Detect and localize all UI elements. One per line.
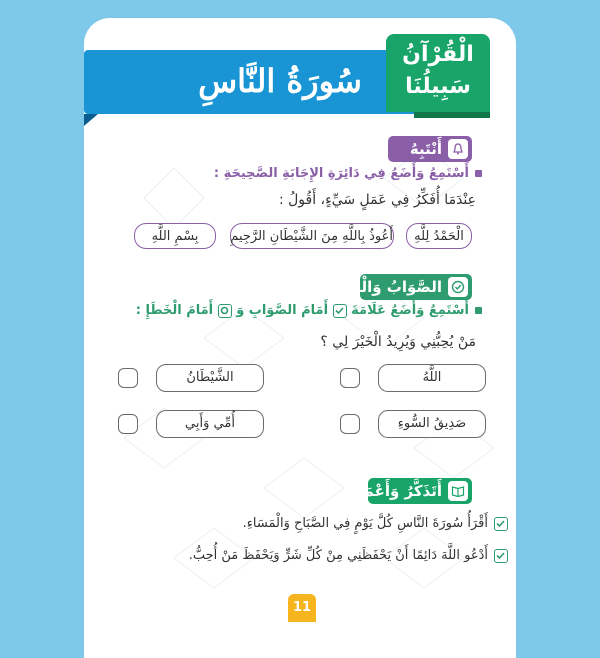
answer-box-allah[interactable] (340, 368, 360, 388)
answer-box-bad-friend[interactable] (340, 414, 360, 434)
brand-stripe (414, 112, 490, 118)
item-bad-friend: صَدِيقُ السُّوءِ (378, 410, 486, 438)
reminder-2-text: أَدْعُو اللَّهَ دَائِمًا أَنْ يَحْفَظَنِي مِنْ كُلِّ شَرٍّ وَيَحْفَظَ مَنْ أُحِبُّ. (188, 548, 488, 563)
page-number: 11 (288, 594, 316, 622)
instruction-1 (214, 166, 482, 181)
section-heading-remember (351, 478, 472, 504)
instruction-2c: أَمَامَ الْخَطَإِ : (135, 303, 214, 318)
section-heading-label: الصَّوَابُ وَالْخَطَأُ (330, 278, 442, 296)
check-mark-icon (494, 549, 508, 563)
section-heading-label: أَنْتَبِهُ (409, 140, 442, 158)
book-icon (448, 481, 468, 501)
instruction-2 (136, 303, 482, 318)
answer-box-parents[interactable] (118, 414, 138, 434)
question-2: مَنْ يُحِبُّنِي وَيُرِيدُ الْخَيْرَ لِي ؟ (320, 334, 476, 350)
reminder-1-text: أَقْرَأُ سُورَةَ النَّاسِ كُلَّ يَوْمٍ فِي الصَّبَاحِ وَالْمَسَاءِ. (242, 516, 488, 531)
item-shaytan: الشَّيْطَانُ (156, 364, 264, 392)
bullet-icon (475, 307, 482, 314)
section-heading-attention (388, 136, 472, 162)
reminder-2 (189, 548, 508, 563)
reminder-1 (243, 516, 508, 531)
item-allah: اللَّهُ (378, 364, 486, 392)
section-heading-true-false (330, 274, 472, 300)
section-heading-label: أَتَذَكَّرُ وَأَعْمَلُ (351, 482, 442, 500)
instruction-1-text: أَسْتَمِعُ وَأَضَعُ فِي دَائِرَةِ الإِجَابَةِ الصَّحِيحَةِ : (213, 166, 469, 181)
bullet-icon (475, 170, 482, 177)
option-seek-refuge[interactable]: أَعُوذُ بِاللَّهِ مِنَ الشَّيْطَانِ الرَّجِيمِ (230, 223, 394, 249)
check-mark-icon (494, 517, 508, 531)
check-circle-icon (448, 277, 468, 297)
instruction-2b: أَمَامَ الصَّوَابِ وَ (236, 303, 329, 318)
answer-box-shaytan[interactable] (118, 368, 138, 388)
option-praise[interactable]: الْحَمْدُ لِلَّهِ (406, 223, 472, 249)
circle-mark-icon (218, 304, 232, 318)
option-bismillah[interactable]: بِسْمِ اللَّهِ (134, 223, 216, 249)
banner-fold (84, 114, 98, 126)
check-mark-icon (333, 304, 347, 318)
series-brand (386, 34, 490, 112)
instruction-2a: أَسْتَمِعُ وَأَضَعُ عَلَامَةَ (351, 303, 469, 318)
page-title: سُورَةُ النَّاسِ (198, 62, 362, 100)
brand-line-1: الْقُرْآنُ (402, 42, 474, 67)
item-parents: أُمِّي وَأَبِي (156, 410, 264, 438)
question-1: عِنْدَمَا أُفَكِّرُ فِي عَمَلٍ سَيِّءٍ، أَقُولُ : (278, 192, 476, 208)
brand-line-2: سَبِيلُنَا (405, 74, 471, 99)
bell-icon (448, 139, 468, 159)
